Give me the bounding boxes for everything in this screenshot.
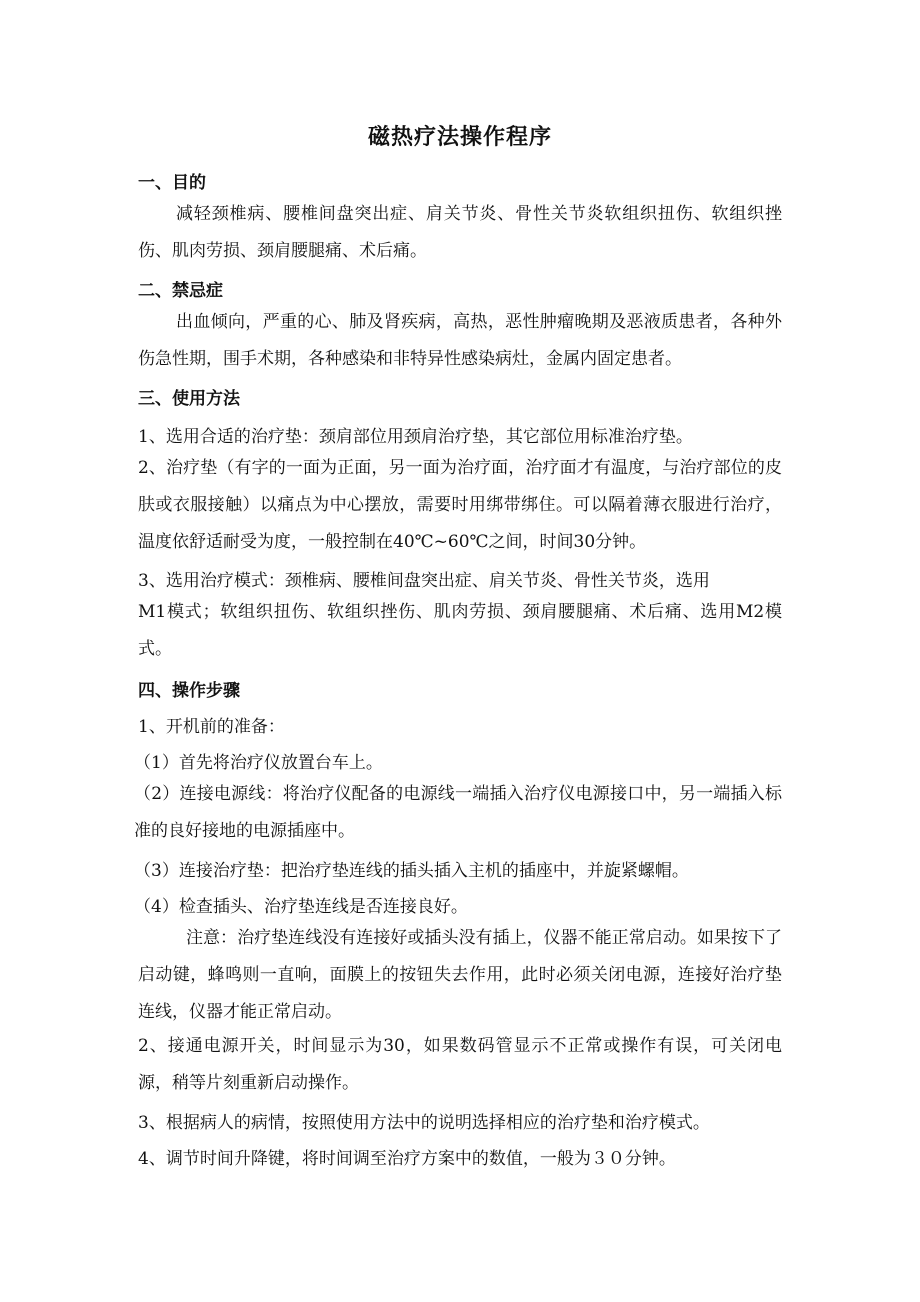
step-2-paragraph — [138, 1028, 782, 1102]
step-1-sub-4: （4）检查插头、治疗垫连线是否连接良好。 — [134, 897, 468, 917]
step-1-sub-1: （1）首先将治疗仪放置台车上。 — [134, 753, 383, 773]
heading-purpose: 一、目的 — [138, 173, 206, 193]
usage-item-2-paragraph — [138, 450, 782, 561]
heading-steps: 四、操作步骤 — [138, 681, 240, 701]
contraindications-text: 出血倾向，严重的心、肺及肾疾病，高热，恶性肿瘤晚期及恶液质患者，各种外伤急性期，围手术期，各种感染和非特异性感染病灶，金属内固定患者。 — [138, 312, 782, 369]
step-1-sub-2-paragraph — [134, 776, 782, 850]
usage-item-2: 2、治疗垫（有字的一面为正面，另一面为治疗面，治疗面才有温度，与治疗部位的皮肤或衣服接触）以痛点为中心摆放，需要时用绑带绑住。可以隔着薄衣服进行治疗，温度依舒适耐受为度，一般控制在40℃~60℃之间，时间30分钟。 — [138, 458, 782, 552]
purpose-paragraph — [138, 196, 782, 270]
step-2: 2、接通电源开关，时间显示为30，如果数码管显示不正常或操作有误，可关闭电源，稍等片刻重新启动操作。 — [138, 1036, 782, 1093]
heading-contraindications: 二、禁忌症 — [138, 281, 223, 301]
note-text: 注意：治疗垫连线没有连接好或插头没有插上，仪器不能正常启动。如果按下了启动键，蜂鸣则一直响，面膜上的按钮失去作用，此时必须关闭电源，连接好治疗垫连线，仪器才能正常启动。 — [138, 928, 782, 1022]
step-1-sub-3: （3）连接治疗垫：把治疗垫连线的插头插入主机的插座中，并旋紧螺帽。 — [134, 861, 689, 881]
note-paragraph — [138, 920, 782, 1031]
usage-item-3-rest: M1模式；软组织扭伤、软组织挫伤、肌肉劳损、颈肩腰腿痛、术后痛、选用M2模式。 — [138, 602, 782, 659]
step-3: 3、根据病人的病情，按照使用方法中的说明选择相应的治疗垫和治疗模式。 — [138, 1113, 710, 1133]
purpose-text: 减轻颈椎病、腰椎间盘突出症、肩关节炎、骨性关节炎软组织扭伤、软组织挫伤、肌肉劳损、颈肩腰腿痛、术后痛。 — [138, 204, 782, 261]
step-1-sub-2: （2）连接电源线：将治疗仪配备的电源线一端插入治疗仪电源接口中，另一端插入标准的良好接地的电源插座中。 — [134, 784, 782, 841]
usage-item-3-rest-paragraph — [138, 594, 782, 668]
document-title: 磁热疗法操作程序 — [367, 125, 552, 150]
step-1: 1、开机前的准备： — [138, 717, 285, 737]
contraindications-paragraph — [138, 304, 782, 378]
step-4: 4、调节时间升降键，将时间调至治疗方案中的数值，一般为３０分钟。 — [138, 1149, 676, 1169]
heading-usage: 三、使用方法 — [138, 389, 240, 409]
usage-item-3-line1: 3、选用治疗模式：颈椎病、腰椎间盘突出症、肩关节炎、骨性关节炎，选用 — [138, 571, 710, 591]
usage-item-1: 1、选用合适的治疗垫：颈肩部位用颈肩治疗垫，其它部位用标准治疗垫。 — [138, 427, 693, 447]
